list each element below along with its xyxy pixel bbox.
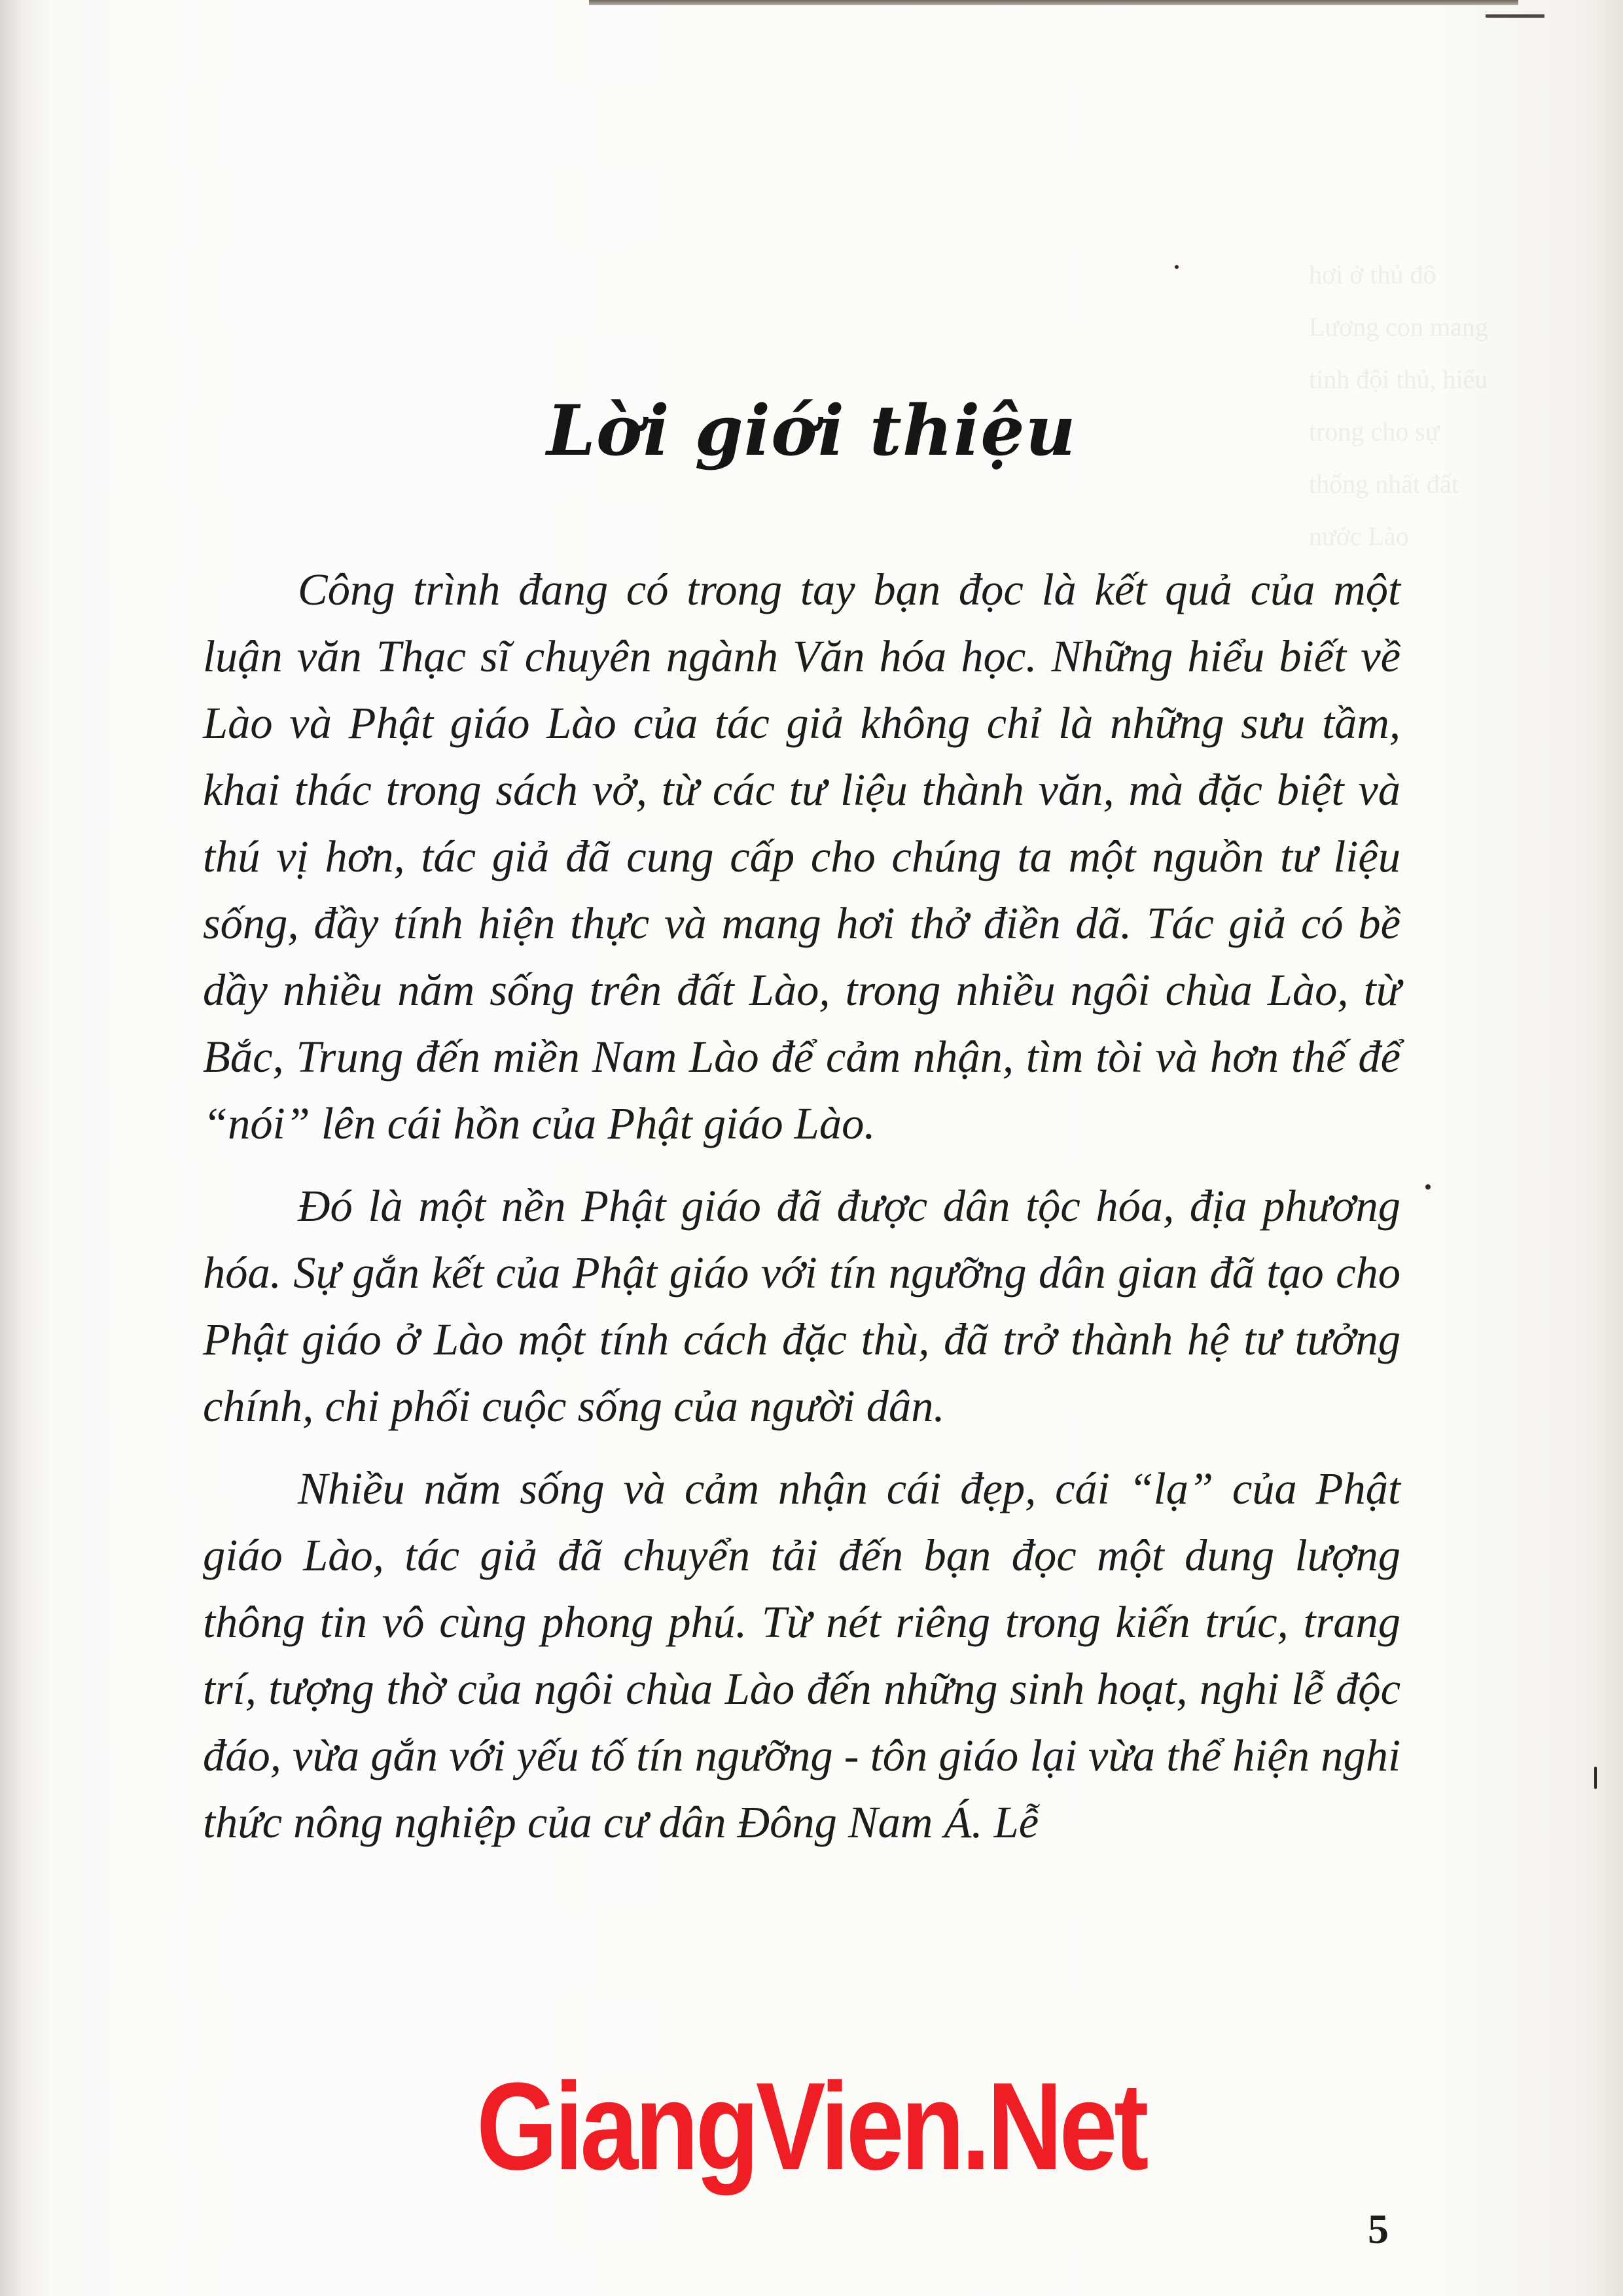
paragraph-3: Nhiều năm sống và cảm nhận cái đẹp, cái “lạ” của Phật giáo Lào, tác giả đã chuyển tải đến bạn đọc một dung lượng thông tin vô cùng phong phú. Từ nét riêng trong kiến trúc, trang trí, tượng thờ của ngôi chùa Lào đến những sinh hoạt, nghi lễ độc đáo, vừa gắn với yếu tố tín ngưỡng - tôn giáo lại vừa thể hiện nghi thức nông nghiệp của cư dân Đông Nam Á. Lễ bbox=[203, 1464, 1400, 1847]
page-top-edge bbox=[589, 0, 1518, 5]
paragraph-2: Đó là một nền Phật giáo đã được dân tộc hóa, địa phương hóa. Sự gắn kết của Phật giáo với tín ngưỡng dân gian đã tạo cho Phật giáo ở Lào một tính cách đặc thù, đã trở thành hệ tư tưởng chính, chi phối cuộc sống của người dân. bbox=[203, 1181, 1400, 1431]
paragraph-1: Công trình đang có trong tay bạn đọc là kết quả của một luận văn Thạc sĩ chuyên ngành Văn hóa học. Những hiểu biết về Lào và Phật giáo Lào của tác giả không chỉ là những sưu tầm, khai thác trong sách vở, từ các tư liệu thành văn, mà đặc biệt và thú vị hơn, tác giả đã cung cấp cho chúng ta một nguồn tư liệu sống, đầy tính hiện thực và mang hơi thở điền dã. Tác giả có bề dầy nhiều năm sống trên đất Lào, trong nhiều ngôi chùa Lào, từ Bắc, Trung đến miền Nam Lào để cảm nhận, tìm tòi và hơn thế để “nói” lên cái hồn của Phật giáo Lào. bbox=[203, 565, 1400, 1148]
watermark-logo: GiangVien.Net bbox=[476, 2057, 1146, 2196]
scan-speck bbox=[1594, 1767, 1597, 1789]
body-text bbox=[203, 556, 1400, 1871]
chapter-title: Lời giới thiệu bbox=[546, 389, 1077, 471]
page-top-mark bbox=[1486, 14, 1544, 18]
scan-speck bbox=[1425, 1184, 1431, 1190]
page-number: 5 bbox=[1368, 2206, 1389, 2252]
scan-speck bbox=[1175, 265, 1179, 269]
bleed-through-text: hơi ở thủ đô Lương con mang tinh đội thủ, hiểu trong cho sự thống nhất đất nước Lào bbox=[1309, 260, 1488, 551]
